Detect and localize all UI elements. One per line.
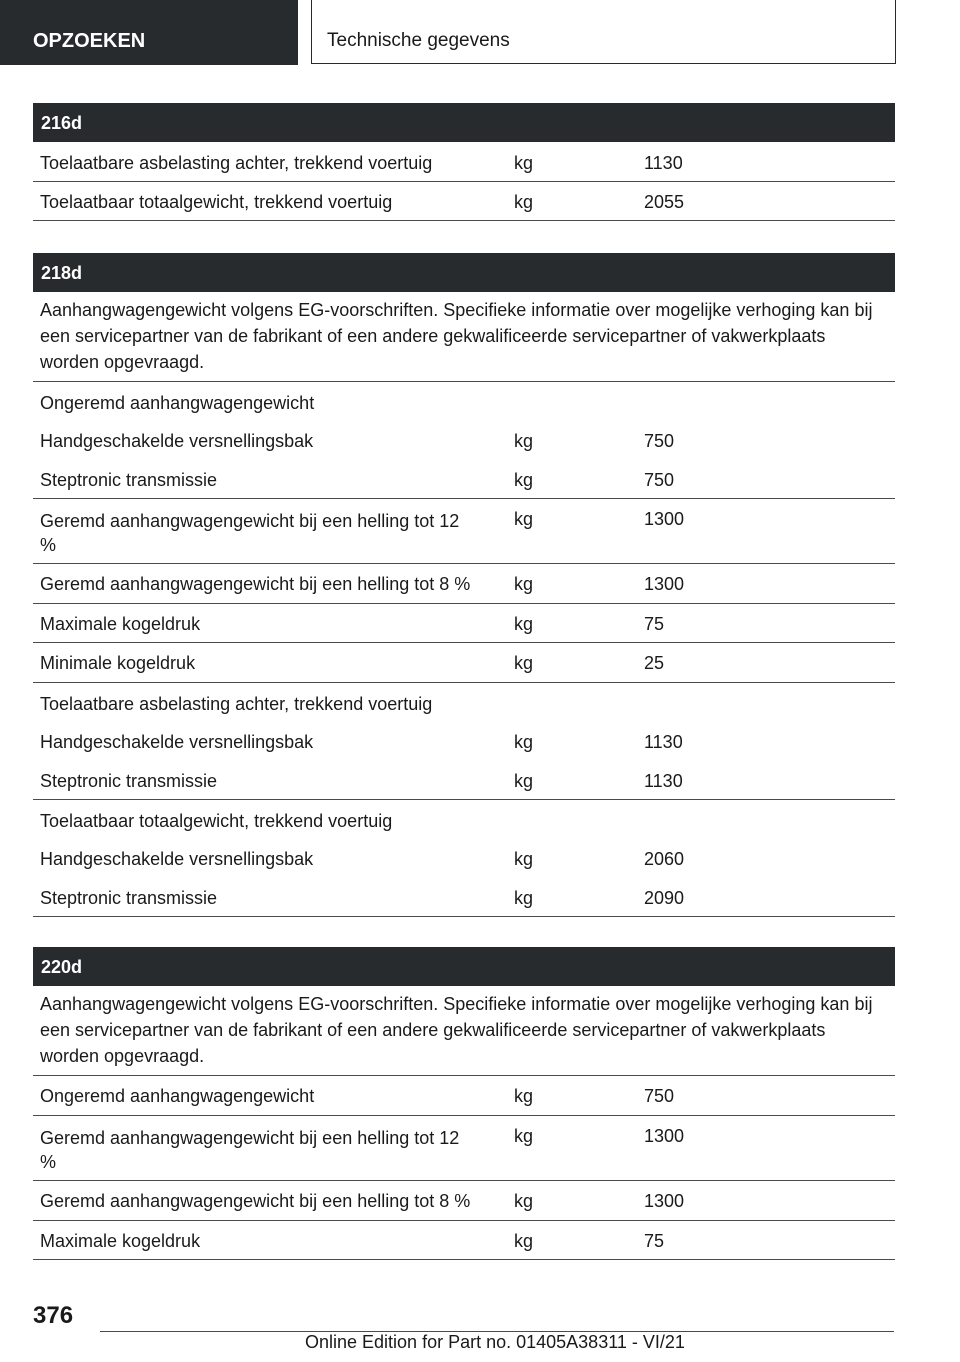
page-number: 376 bbox=[33, 1302, 74, 1329]
row-label: Steptronic transmissie bbox=[40, 470, 218, 490]
table-row bbox=[33, 839, 895, 878]
row-label: Geremd aanhangwagengewicht bij een helling tot 12 % bbox=[40, 511, 460, 555]
row-label: Maximale kogeldruk bbox=[40, 1231, 201, 1251]
row-value: 2090 bbox=[644, 888, 685, 908]
row-unit: kg bbox=[514, 431, 534, 451]
table-heading: 220d bbox=[33, 947, 895, 986]
table-row bbox=[33, 460, 895, 499]
table-row bbox=[33, 604, 895, 643]
table-row bbox=[33, 761, 895, 800]
table-note bbox=[33, 292, 895, 382]
row-unit: kg bbox=[514, 574, 534, 594]
row-unit: kg bbox=[514, 1086, 534, 1106]
table-row bbox=[33, 1076, 895, 1116]
section-tab[interactable] bbox=[0, 0, 298, 65]
row-unit: kg bbox=[514, 192, 534, 212]
row-value: 75 bbox=[644, 614, 665, 634]
table-row bbox=[33, 1181, 895, 1221]
row-unit: kg bbox=[514, 732, 534, 752]
table-row bbox=[33, 564, 895, 604]
row-value: 750 bbox=[644, 431, 675, 451]
table-row bbox=[33, 800, 895, 839]
row-unit: kg bbox=[514, 470, 534, 490]
row-label: Minimale kogeldruk bbox=[40, 653, 196, 673]
row-value: 1130 bbox=[644, 732, 683, 752]
table-heading: 218d bbox=[33, 253, 895, 292]
row-value: 1300 bbox=[644, 574, 685, 594]
table-row bbox=[33, 142, 895, 182]
table-row bbox=[33, 382, 895, 421]
spec-table-220d bbox=[33, 947, 895, 1260]
row-label: Toelaatbare asbelasting achter, trekkend voertuig bbox=[40, 153, 433, 173]
row-unit: kg bbox=[514, 653, 534, 673]
section-label: OPZOEKEN bbox=[33, 30, 146, 52]
row-value: 2060 bbox=[644, 849, 685, 869]
row-unit: kg bbox=[514, 153, 534, 173]
table-row bbox=[33, 643, 895, 683]
row-unit: kg bbox=[514, 849, 534, 869]
row-value: 1130 bbox=[644, 153, 683, 173]
row-label: Ongeremd aanhangwagengewicht bbox=[40, 393, 315, 413]
row-label: Maximale kogeldruk bbox=[40, 614, 201, 634]
table-row bbox=[33, 878, 895, 917]
row-label: Geremd aanhangwagengewicht bij een helling tot 12 % bbox=[40, 1128, 460, 1172]
row-value: 75 bbox=[644, 1231, 665, 1251]
row-label: Geremd aanhangwagengewicht bij een helling tot 8 % bbox=[40, 574, 471, 594]
row-value: 750 bbox=[644, 1086, 675, 1106]
row-value: 750 bbox=[644, 470, 675, 490]
row-unit: kg bbox=[514, 1231, 534, 1251]
row-label: Steptronic transmissie bbox=[40, 771, 218, 791]
row-unit: kg bbox=[514, 1126, 534, 1146]
page-header bbox=[0, 0, 960, 66]
spec-table-218d bbox=[33, 253, 895, 917]
row-value: 1300 bbox=[644, 509, 685, 529]
table-row bbox=[33, 182, 895, 221]
table-row bbox=[33, 499, 895, 564]
row-value: 2055 bbox=[644, 192, 685, 212]
row-label: Handgeschakelde versnellingsbak bbox=[40, 732, 314, 752]
row-unit: kg bbox=[514, 888, 534, 908]
table-row bbox=[33, 683, 895, 722]
row-unit: kg bbox=[514, 509, 534, 529]
spec-table-216d bbox=[33, 103, 895, 221]
table-row bbox=[33, 722, 895, 761]
row-unit: kg bbox=[514, 771, 534, 791]
row-value: 1130 bbox=[644, 771, 683, 791]
row-unit: kg bbox=[514, 1191, 534, 1211]
table-row bbox=[33, 1116, 895, 1181]
row-value: 1300 bbox=[644, 1191, 685, 1211]
row-value: 1300 bbox=[644, 1126, 685, 1146]
note-text: Aanhangwagengewicht volgens EG-voorschriften. Specifieke informatie over mogelijke verhoging kan bij een servicepartner van de fabrikant of een andere gekwalificeerde servicepartner of vakwerkplaats worden opgevraagd. bbox=[40, 994, 873, 1066]
row-label: Ongeremd aanhangwagengewicht bbox=[40, 1086, 315, 1106]
chapter-title-box bbox=[311, 0, 896, 64]
row-label: Toelaatbaar totaalgewicht, trekkend voertuig bbox=[40, 811, 393, 831]
table-row bbox=[33, 1221, 895, 1260]
note-text: Aanhangwagengewicht volgens EG-voorschriften. Specifieke informatie over mogelijke verhoging kan bij een servicepartner van de fabrikant of een andere gekwalificeerde servicepartner of vakwerkplaats worden opgevraagd. bbox=[40, 300, 873, 372]
row-label: Handgeschakelde versnellingsbak bbox=[40, 431, 314, 451]
table-row bbox=[33, 421, 895, 460]
edition-text: Online Edition for Part no. 01405A38311 - VI/21 bbox=[305, 1332, 685, 1352]
row-unit: kg bbox=[514, 614, 534, 634]
row-label: Toelaatbaar totaalgewicht, trekkend voertuig bbox=[40, 192, 393, 212]
row-label: Handgeschakelde versnellingsbak bbox=[40, 849, 314, 869]
row-value: 25 bbox=[644, 653, 665, 673]
row-label: Steptronic transmissie bbox=[40, 888, 218, 908]
row-label: Toelaatbare asbelasting achter, trekkend voertuig bbox=[40, 694, 433, 714]
table-heading: 216d bbox=[33, 103, 895, 142]
chapter-title: Technische gegevens bbox=[327, 30, 510, 51]
table-note bbox=[33, 986, 895, 1076]
row-label: Geremd aanhangwagengewicht bij een helling tot 8 % bbox=[40, 1191, 471, 1211]
